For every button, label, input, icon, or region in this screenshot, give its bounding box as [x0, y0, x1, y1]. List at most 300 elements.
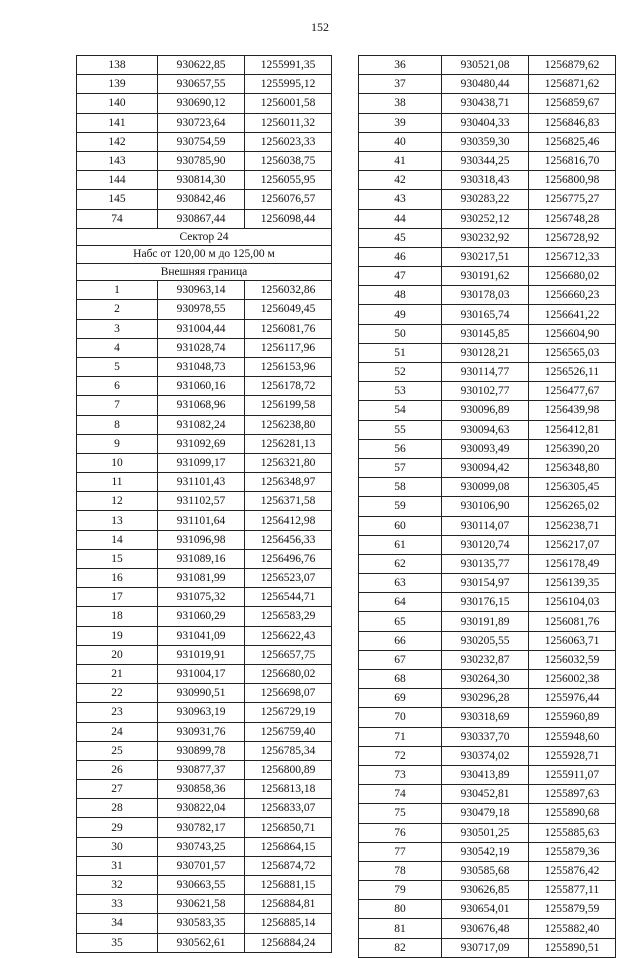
x-coordinate: 931041,09	[158, 626, 245, 645]
point-number: 59	[359, 497, 442, 516]
x-coordinate: 930480,44	[442, 75, 529, 94]
table-row	[77, 818, 332, 837]
point-number: 75	[359, 804, 442, 823]
point-number: 52	[359, 363, 442, 382]
y-coordinate: 1256884,24	[245, 933, 332, 952]
table-row	[359, 343, 616, 362]
point-number: 29	[77, 818, 158, 837]
page-number: 152	[311, 20, 329, 34]
x-coordinate: 931081,99	[158, 569, 245, 588]
y-coordinate: 1256859,67	[529, 94, 616, 113]
x-coordinate: 930096,89	[442, 401, 529, 420]
y-coordinate: 1256583,29	[245, 607, 332, 626]
point-number: 44	[359, 209, 442, 228]
x-coordinate: 931060,29	[158, 607, 245, 626]
y-coordinate: 1255890,68	[529, 804, 616, 823]
table-row	[359, 305, 616, 324]
x-coordinate: 930931,76	[158, 722, 245, 741]
x-coordinate: 930102,77	[442, 382, 529, 401]
table-row	[359, 56, 616, 75]
point-number: 57	[359, 458, 442, 477]
table-row	[359, 842, 616, 861]
y-coordinate: 1255995,12	[245, 75, 332, 94]
x-coordinate: 931060,16	[158, 377, 245, 396]
y-coordinate: 1256526,11	[529, 363, 616, 382]
point-number: 69	[359, 689, 442, 708]
table-row	[359, 458, 616, 477]
point-number: 5	[77, 357, 158, 376]
y-coordinate: 1256139,35	[529, 574, 616, 593]
point-number: 73	[359, 765, 442, 784]
x-coordinate: 930583,35	[158, 914, 245, 933]
table-row	[77, 190, 332, 209]
x-coordinate: 930165,74	[442, 305, 529, 324]
y-coordinate: 1256864,15	[245, 837, 332, 856]
right-rows	[359, 56, 616, 958]
y-coordinate: 1256348,80	[529, 458, 616, 477]
y-coordinate: 1255877,11	[529, 881, 616, 900]
x-coordinate: 930867,44	[158, 209, 245, 228]
table-row	[359, 727, 616, 746]
x-coordinate: 930099,08	[442, 478, 529, 497]
point-number: 36	[359, 56, 442, 75]
y-coordinate: 1256305,45	[529, 478, 616, 497]
x-coordinate: 930978,55	[158, 300, 245, 319]
point-number: 71	[359, 727, 442, 746]
table-row	[359, 631, 616, 650]
table-row	[77, 56, 332, 75]
x-coordinate: 931089,16	[158, 549, 245, 568]
table-row	[359, 881, 616, 900]
point-number: 11	[77, 473, 158, 492]
point-number: 30	[77, 837, 158, 856]
point-number: 82	[359, 938, 442, 957]
table-row	[77, 741, 332, 760]
point-number: 28	[77, 799, 158, 818]
point-number: 60	[359, 516, 442, 535]
x-coordinate: 930094,63	[442, 420, 529, 439]
point-number: 63	[359, 574, 442, 593]
point-number: 55	[359, 420, 442, 439]
x-coordinate: 931102,57	[158, 492, 245, 511]
point-number: 10	[77, 453, 158, 472]
table-row	[77, 300, 332, 319]
x-coordinate: 930963,14	[158, 281, 245, 300]
table-row	[359, 171, 616, 190]
y-coordinate: 1256265,02	[529, 497, 616, 516]
table-row	[359, 765, 616, 784]
table-row	[359, 478, 616, 497]
coordinates-table-right	[358, 55, 616, 958]
table-row	[77, 415, 332, 434]
point-number: 31	[77, 856, 158, 875]
point-number: 56	[359, 439, 442, 458]
x-coordinate: 930114,77	[442, 363, 529, 382]
x-coordinate: 930191,62	[442, 267, 529, 286]
x-coordinate: 930877,37	[158, 760, 245, 779]
x-coordinate: 930232,92	[442, 228, 529, 247]
x-coordinate: 930344,25	[442, 151, 529, 170]
table-row	[77, 530, 332, 549]
point-number: 70	[359, 708, 442, 727]
table-row	[77, 113, 332, 132]
x-coordinate: 930622,85	[158, 56, 245, 75]
table-row	[359, 94, 616, 113]
table-row	[77, 760, 332, 779]
x-coordinate: 930785,90	[158, 151, 245, 170]
x-coordinate: 930205,55	[442, 631, 529, 650]
point-number: 16	[77, 569, 158, 588]
y-coordinate: 1256660,23	[529, 286, 616, 305]
x-coordinate: 930120,74	[442, 535, 529, 554]
table-row	[359, 228, 616, 247]
point-number: 78	[359, 861, 442, 880]
table-row	[77, 511, 332, 530]
y-coordinate: 1256698,07	[245, 684, 332, 703]
table-row	[359, 554, 616, 573]
y-coordinate: 1256439,98	[529, 401, 616, 420]
table-row	[77, 319, 332, 338]
point-number: 33	[77, 895, 158, 914]
x-coordinate: 931082,24	[158, 415, 245, 434]
point-number: 51	[359, 343, 442, 362]
x-coordinate: 930359,30	[442, 132, 529, 151]
y-coordinate: 1256833,07	[245, 799, 332, 818]
y-coordinate: 1256800,89	[245, 760, 332, 779]
x-coordinate: 930232,87	[442, 650, 529, 669]
table-row	[359, 363, 616, 382]
table-row	[359, 401, 616, 420]
point-number: 32	[77, 876, 158, 895]
x-coordinate: 930479,18	[442, 804, 529, 823]
y-coordinate: 1255960,89	[529, 708, 616, 727]
point-number: 2	[77, 300, 158, 319]
table-row	[77, 895, 332, 914]
point-number: 145	[77, 190, 158, 209]
point-number: 27	[77, 780, 158, 799]
x-coordinate: 931092,69	[158, 434, 245, 453]
y-coordinate: 1256117,96	[245, 338, 332, 357]
point-number: 15	[77, 549, 158, 568]
table-row	[77, 856, 332, 875]
x-coordinate: 930106,90	[442, 497, 529, 516]
x-coordinate: 930723,64	[158, 113, 245, 132]
table-row	[359, 439, 616, 458]
y-coordinate: 1256813,18	[245, 780, 332, 799]
y-coordinate: 1256081,76	[245, 319, 332, 338]
point-number: 18	[77, 607, 158, 626]
x-coordinate: 931004,44	[158, 319, 245, 338]
point-number: 34	[77, 914, 158, 933]
table-row	[359, 746, 616, 765]
y-coordinate: 1255991,35	[245, 56, 332, 75]
table-row	[77, 492, 332, 511]
y-coordinate: 1256032,86	[245, 281, 332, 300]
x-coordinate: 930676,48	[442, 919, 529, 938]
point-number: 43	[359, 190, 442, 209]
table-row	[77, 338, 332, 357]
table-row	[359, 861, 616, 880]
x-coordinate: 930562,61	[158, 933, 245, 952]
table-row	[77, 588, 332, 607]
table-row	[359, 113, 616, 132]
coordinates-table-left	[76, 55, 332, 953]
x-coordinate: 930145,85	[442, 324, 529, 343]
point-number: 1	[77, 281, 158, 300]
table-row	[77, 722, 332, 741]
point-number: 74	[77, 209, 158, 228]
y-coordinate: 1256390,20	[529, 439, 616, 458]
table-row	[359, 267, 616, 286]
table-row	[77, 209, 332, 228]
x-coordinate: 931099,17	[158, 453, 245, 472]
table-row	[77, 434, 332, 453]
x-coordinate: 931028,74	[158, 338, 245, 357]
y-coordinate: 1256816,70	[529, 151, 616, 170]
table-row	[77, 75, 332, 94]
point-number: 8	[77, 415, 158, 434]
point-number: 72	[359, 746, 442, 765]
point-number: 42	[359, 171, 442, 190]
point-number: 14	[77, 530, 158, 549]
x-coordinate: 930191,89	[442, 612, 529, 631]
table-row	[359, 689, 616, 708]
point-number: 20	[77, 645, 158, 664]
table-row	[77, 377, 332, 396]
point-number: 19	[77, 626, 158, 645]
x-coordinate: 931075,32	[158, 588, 245, 607]
point-number: 38	[359, 94, 442, 113]
point-number: 46	[359, 247, 442, 266]
y-coordinate: 1256800,98	[529, 171, 616, 190]
point-number: 12	[77, 492, 158, 511]
y-coordinate: 1256657,75	[245, 645, 332, 664]
table-row	[77, 281, 332, 300]
y-coordinate: 1256032,59	[529, 650, 616, 669]
table-row	[359, 497, 616, 516]
x-coordinate: 930754,59	[158, 132, 245, 151]
table-row	[77, 357, 332, 376]
point-number: 48	[359, 286, 442, 305]
y-coordinate: 1256884,81	[245, 895, 332, 914]
y-coordinate: 1256076,57	[245, 190, 332, 209]
y-coordinate: 1256348,97	[245, 473, 332, 492]
y-coordinate: 1256001,58	[245, 94, 332, 113]
point-number: 26	[77, 760, 158, 779]
table-row	[77, 645, 332, 664]
table-row	[77, 684, 332, 703]
point-number: 35	[77, 933, 158, 952]
table-row	[359, 247, 616, 266]
x-coordinate: 930094,42	[442, 458, 529, 477]
y-coordinate: 1256785,34	[245, 741, 332, 760]
point-number: 40	[359, 132, 442, 151]
x-coordinate: 930990,51	[158, 684, 245, 703]
y-coordinate: 1256049,45	[245, 300, 332, 319]
point-number: 25	[77, 741, 158, 760]
y-coordinate: 1256321,80	[245, 453, 332, 472]
point-number: 23	[77, 703, 158, 722]
table-row	[359, 516, 616, 535]
x-coordinate: 930135,77	[442, 554, 529, 573]
y-coordinate: 1256178,49	[529, 554, 616, 573]
point-number: 144	[77, 171, 158, 190]
table-row	[359, 190, 616, 209]
table-row	[77, 914, 332, 933]
point-number: 4	[77, 338, 158, 357]
x-coordinate: 930657,55	[158, 75, 245, 94]
point-number: 62	[359, 554, 442, 573]
table-row	[77, 799, 332, 818]
boundary-label: Внешняя граница	[77, 263, 332, 281]
table-row	[359, 535, 616, 554]
table-row	[77, 132, 332, 151]
point-number: 49	[359, 305, 442, 324]
point-number: 6	[77, 377, 158, 396]
x-coordinate: 930782,17	[158, 818, 245, 837]
point-number: 3	[77, 319, 158, 338]
point-number: 13	[77, 511, 158, 530]
x-coordinate: 931068,96	[158, 396, 245, 415]
y-coordinate: 1255879,36	[529, 842, 616, 861]
table-row	[359, 593, 616, 612]
x-coordinate: 930374,02	[442, 746, 529, 765]
table-row	[359, 919, 616, 938]
sector-header	[77, 228, 332, 281]
point-number: 81	[359, 919, 442, 938]
table-row	[359, 785, 616, 804]
point-number: 79	[359, 881, 442, 900]
y-coordinate: 1256825,46	[529, 132, 616, 151]
point-number: 24	[77, 722, 158, 741]
y-coordinate: 1255897,63	[529, 785, 616, 804]
x-coordinate: 930842,46	[158, 190, 245, 209]
y-coordinate: 1256680,02	[529, 267, 616, 286]
point-number: 53	[359, 382, 442, 401]
point-number: 74	[359, 785, 442, 804]
x-coordinate: 930093,49	[442, 439, 529, 458]
x-coordinate: 930858,36	[158, 780, 245, 799]
table-row	[77, 171, 332, 190]
x-coordinate: 930452,81	[442, 785, 529, 804]
y-coordinate: 1256565,03	[529, 343, 616, 362]
y-coordinate: 1256641,22	[529, 305, 616, 324]
point-number: 138	[77, 56, 158, 75]
y-coordinate: 1256874,72	[245, 856, 332, 875]
point-number: 139	[77, 75, 158, 94]
y-coordinate: 1256081,76	[529, 612, 616, 631]
x-coordinate: 930899,78	[158, 741, 245, 760]
x-coordinate: 930154,97	[442, 574, 529, 593]
point-number: 61	[359, 535, 442, 554]
x-coordinate: 930176,15	[442, 593, 529, 612]
table-row	[77, 473, 332, 492]
point-number: 50	[359, 324, 442, 343]
x-coordinate: 930585,68	[442, 861, 529, 880]
point-number: 9	[77, 434, 158, 453]
x-coordinate: 930252,12	[442, 209, 529, 228]
sector-title: Сектор 24	[77, 228, 332, 246]
y-coordinate: 1256104,03	[529, 593, 616, 612]
point-number: 47	[359, 267, 442, 286]
y-coordinate: 1256217,07	[529, 535, 616, 554]
y-coordinate: 1256881,15	[245, 876, 332, 895]
point-number: 7	[77, 396, 158, 415]
x-coordinate: 930654,01	[442, 900, 529, 919]
y-coordinate: 1256759,40	[245, 722, 332, 741]
x-coordinate: 930963,19	[158, 703, 245, 722]
x-coordinate: 930178,03	[442, 286, 529, 305]
left-bottom-rows	[77, 281, 332, 953]
x-coordinate: 930283,22	[442, 190, 529, 209]
y-coordinate: 1256038,75	[245, 151, 332, 170]
point-number: 17	[77, 588, 158, 607]
y-coordinate: 1255876,42	[529, 861, 616, 880]
table-row	[77, 453, 332, 472]
table-row	[359, 708, 616, 727]
y-coordinate: 1256728,92	[529, 228, 616, 247]
table-row	[359, 574, 616, 593]
x-coordinate: 930296,28	[442, 689, 529, 708]
table-row	[77, 396, 332, 415]
y-coordinate: 1256153,96	[245, 357, 332, 376]
table-row	[77, 837, 332, 856]
point-number: 39	[359, 113, 442, 132]
x-coordinate: 931019,91	[158, 645, 245, 664]
table-row	[359, 420, 616, 439]
point-number: 77	[359, 842, 442, 861]
y-coordinate: 1255882,40	[529, 919, 616, 938]
y-coordinate: 1256604,90	[529, 324, 616, 343]
y-coordinate: 1256002,38	[529, 670, 616, 689]
table-row	[77, 664, 332, 683]
x-coordinate: 930413,89	[442, 765, 529, 784]
y-coordinate: 1256523,07	[245, 569, 332, 588]
x-coordinate: 930217,51	[442, 247, 529, 266]
y-coordinate: 1255879,59	[529, 900, 616, 919]
x-coordinate: 930128,21	[442, 343, 529, 362]
x-coordinate: 930743,25	[158, 837, 245, 856]
table-row	[359, 132, 616, 151]
x-coordinate: 930438,71	[442, 94, 529, 113]
x-coordinate: 930404,33	[442, 113, 529, 132]
y-coordinate: 1256023,33	[245, 132, 332, 151]
point-number: 22	[77, 684, 158, 703]
x-coordinate: 930501,25	[442, 823, 529, 842]
table-row	[359, 612, 616, 631]
table-row	[77, 703, 332, 722]
x-coordinate: 930814,30	[158, 171, 245, 190]
y-coordinate: 1256098,44	[245, 209, 332, 228]
y-coordinate: 1256199,58	[245, 396, 332, 415]
table-row	[359, 938, 616, 957]
x-coordinate: 930114,07	[442, 516, 529, 535]
x-coordinate: 931096,98	[158, 530, 245, 549]
x-coordinate: 930318,69	[442, 708, 529, 727]
x-coordinate: 930521,08	[442, 56, 529, 75]
y-coordinate: 1256850,71	[245, 818, 332, 837]
point-number: 54	[359, 401, 442, 420]
point-number: 142	[77, 132, 158, 151]
point-number: 67	[359, 650, 442, 669]
point-number: 80	[359, 900, 442, 919]
point-number: 45	[359, 228, 442, 247]
point-number: 65	[359, 612, 442, 631]
table-row	[359, 209, 616, 228]
x-coordinate: 930626,85	[442, 881, 529, 900]
table-row	[359, 823, 616, 842]
y-coordinate: 1256371,58	[245, 492, 332, 511]
